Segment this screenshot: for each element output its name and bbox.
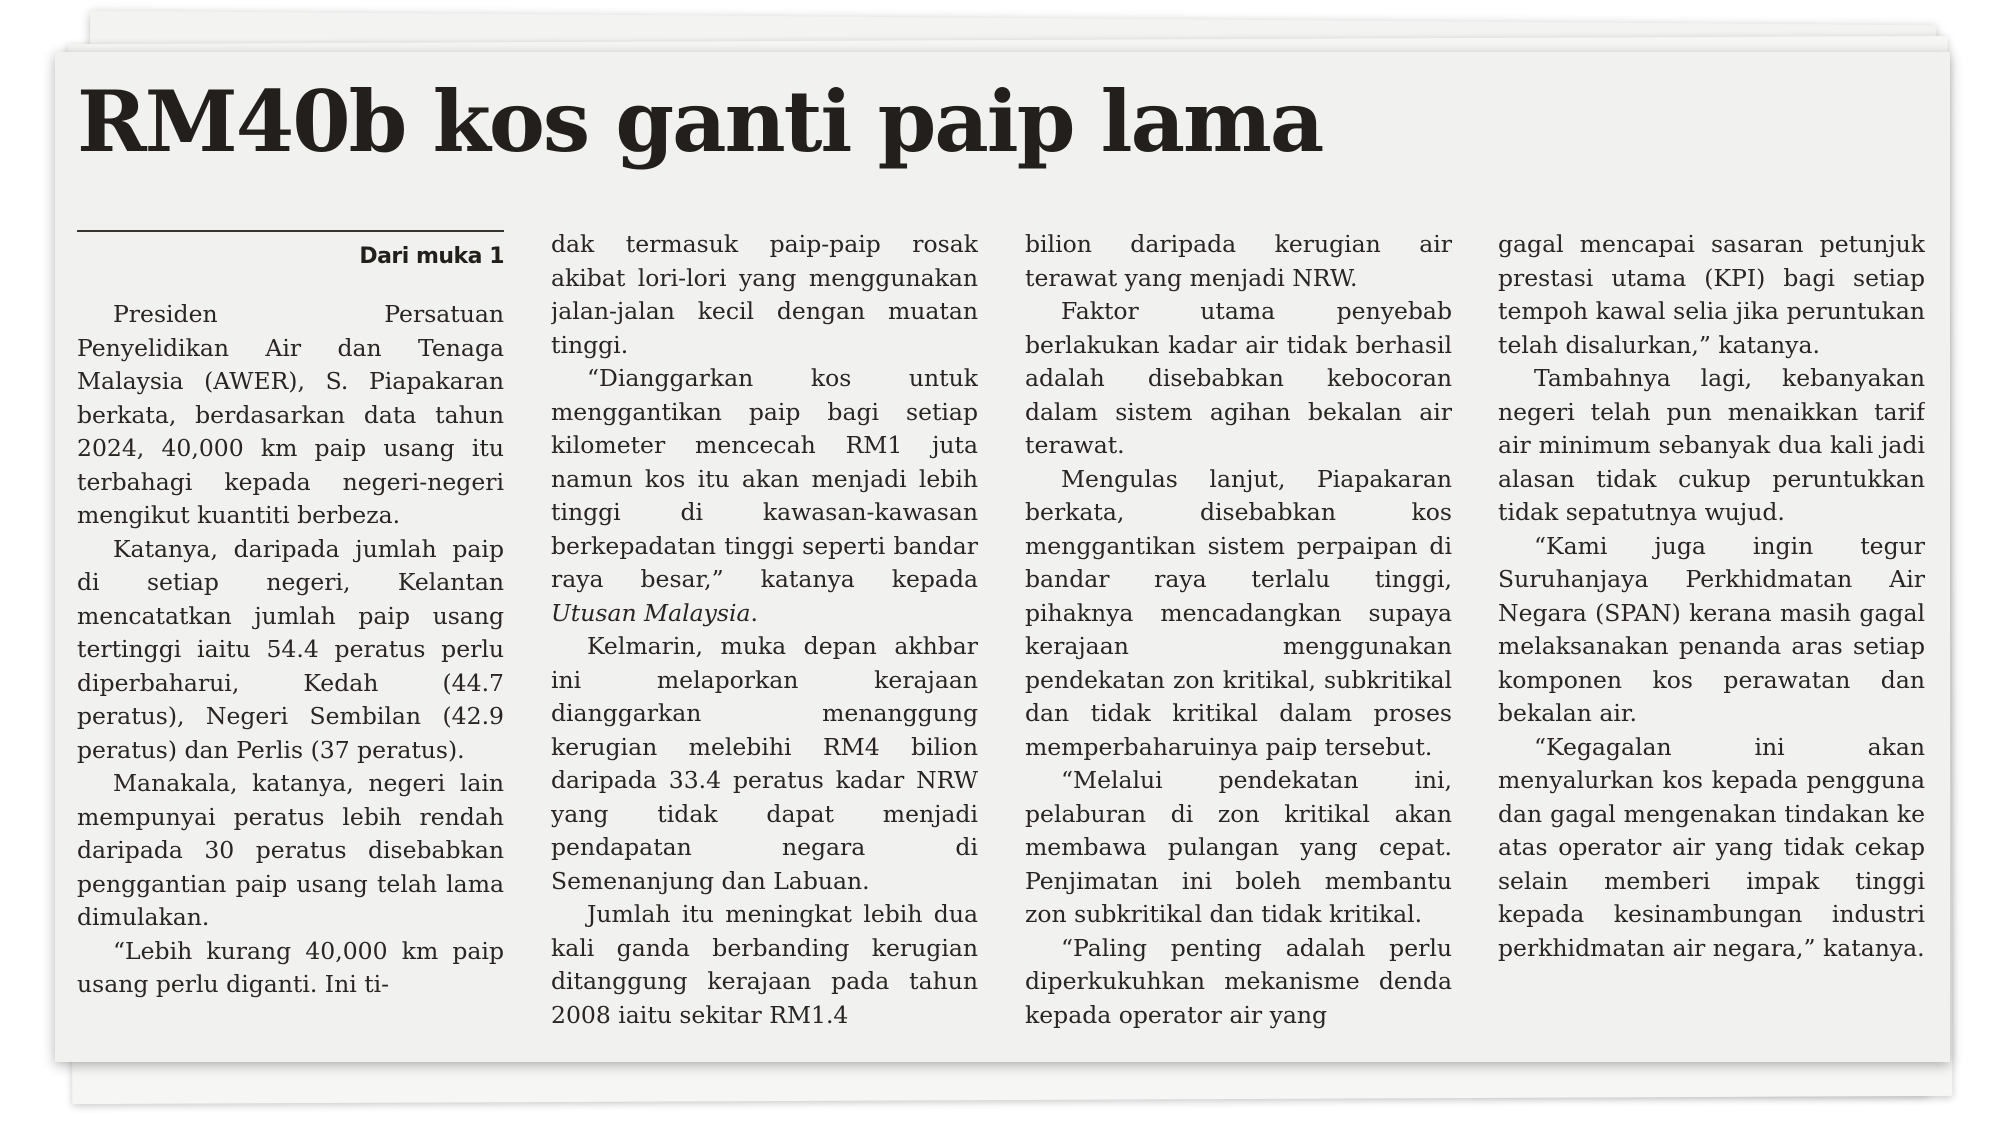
- paragraph: Kelmarin, muka depan akhbar ini melaporkan kerajaan dianggarkan menanggung kerugian melebihi RM4 bilion daripada 33.4 peratus kadar NRW yang tidak dapat menjadi pendapatan negara di Semenanjung dan Labuan.: [551, 632, 978, 895]
- publication-name: Utusan Malaysia: [551, 598, 751, 627]
- newspaper-clipping: [55, 52, 1950, 1062]
- paragraph: “Melalui pendekatan ini, pelaburan di zon kritikal akan membawa pulangan yang cepat. Penjimatan ini boleh membantu zon subkritikal dan tidak kritikal.: [1025, 766, 1452, 928]
- article-column-1: [77, 228, 504, 1048]
- paragraph-continued: gagal mencapai sasaran petunjuk prestasi utama (KPI) bagi setiap tempoh kawal selia jika peruntukan telah disalurkan,” katanya.: [1498, 230, 1925, 359]
- paragraph: “Kegagalan ini akan menyalurkan kos kepada pengguna dan gagal mengenakan tindakan ke atas operator air yang tidak cekap selain memberi impak tinggi kepada kesinambungan industri perkhidmatan air negara,” katanya.: [1498, 732, 1925, 962]
- paragraph: “Lebih kurang 40,000 km paip usang perlu diganti. Ini ti-: [77, 936, 504, 998]
- paragraph-text: “Dianggarkan kos untuk menggantikan paip bagi setiap kilometer mencecah RM1 juta namun kos itu akan menjadi lebih tinggi di kawasan-kawasan berkepadatan tinggi seperti bandar raya besar,” katanya kepada: [551, 364, 978, 593]
- paragraph: Katanya, daripada jumlah paip di setiap negeri, Kelantan mencatatkan jumlah paip usang tertinggi iaitu 54.4 peratus perlu diperbaharui, Kedah (44.7 peratus), Negeri Sembilan (42.9 peratus) dan Perlis (37 peratus).: [77, 534, 504, 764]
- paragraph: Manakala, katanya, negeri lain mempunyai peratus lebih rendah daripada 30 peratus disebabkan penggantian paip usang telah lama dimulakan.: [77, 769, 504, 931]
- paragraph: Presiden Persatuan Penyelidikan Air dan Tenaga Malaysia (AWER), S. Piapakaran berkata, berdasarkan data tahun 2024, 40,000 km paip usang itu terbahagi kepada negeri-negeri mengikut kuantiti berbeza.: [77, 300, 504, 529]
- article-body: [77, 228, 1937, 1048]
- paragraph: “Kami juga ingin tegur Suruhanjaya Perkhidmatan Air Negara (SPAN) kerana masih gagal melaksanakan penanda aras setiap komponen kos perawatan dan bekalan air.: [1498, 531, 1925, 727]
- column-top-rule: [77, 230, 504, 232]
- paragraph-end: .: [750, 598, 759, 627]
- paragraph: [551, 362, 978, 630]
- paragraph: Tambahnya lagi, kebanyakan negeri telah pun menaikkan tarif air minimum sebanyak dua kali jadi alasan tidak cukup peruntukkan tidak sepatutnya wujud.: [1498, 364, 1925, 526]
- paragraph-continued: dak termasuk paip-paip rosak akibat lori-lori yang menggunakan jalan-jalan kecil dengan muatan tinggi.: [551, 230, 978, 359]
- paragraph: Mengulas lanjut, Piapakaran berkata, disebabkan kos menggantikan sistem perpaipan di bandar raya terlalu tinggi, pihaknya mencadangkan supaya kerajaan menggunakan pendekatan zon kritikal, subkritikal dan tidak kritikal dalam proses memperbaharuinya paip tersebut.: [1025, 464, 1452, 761]
- paragraph: Faktor utama penyebab berlakukan kadar air tidak berhasil adalah disebabkan kebocoran dalam sistem agihan bekalan air terawat.: [1025, 297, 1452, 459]
- article-column-3: [1025, 228, 1452, 1048]
- paragraph-continued: bilion daripada kerugian air terawat yang menjadi NRW.: [1025, 230, 1452, 292]
- headline: RM40b kos ganti paip lama: [77, 72, 1323, 171]
- article-column-4: [1498, 228, 1925, 1048]
- paragraph: “Paling penting adalah perlu diperkukuhkan mekanisme denda kepada operator air yang: [1025, 933, 1452, 1029]
- jump-label: Dari muka 1: [359, 244, 504, 269]
- paragraph: Jumlah itu meningkat lebih dua kali ganda berbanding kerugian ditanggung kerajaan pada tahun 2008 iaitu sekitar RM1.4: [551, 900, 978, 1029]
- article-column-2: [551, 228, 978, 1048]
